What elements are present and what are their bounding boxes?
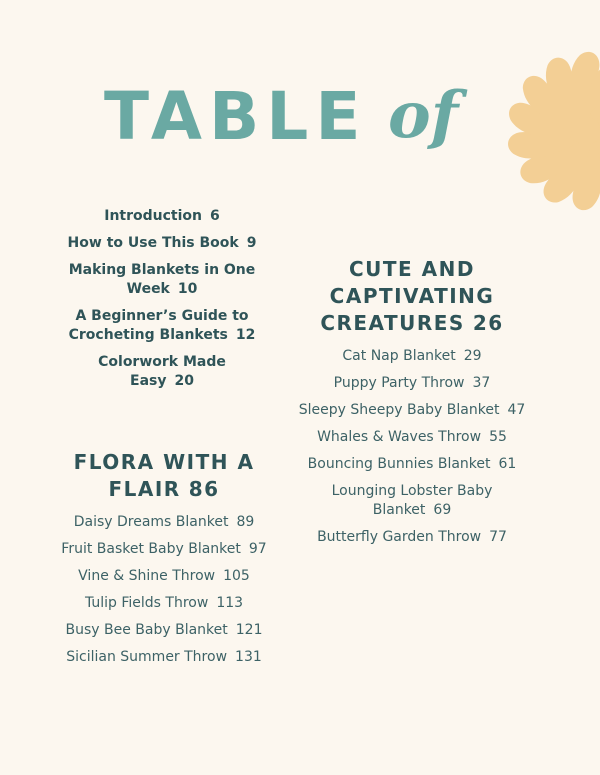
intro-list <box>64 207 260 399</box>
creatures-list <box>296 347 528 555</box>
toc-entry[interactable]: How to Use This Book 9 <box>67 235 257 251</box>
toc-entry[interactable]: Busy Bee Baby Blanket 121 <box>65 622 263 638</box>
toc-entry[interactable]: Vine & Shine Throw 105 <box>78 568 250 584</box>
toc-entry[interactable]: Sicilian Summer Throw 131 <box>66 649 262 665</box>
toc-entry[interactable]: Cat Nap Blanket 29 <box>342 348 482 364</box>
flora-list <box>40 513 288 675</box>
toc-entry[interactable]: Fruit Basket Baby Blanket 97 <box>61 541 267 557</box>
toc-entry[interactable]: Sleepy Sheepy Baby Blanket 47 <box>298 402 526 418</box>
toc-entry[interactable]: Colorwork Made Easy 20 <box>98 354 226 389</box>
toc-entry[interactable]: Tulip Fields Throw 113 <box>84 595 244 611</box>
toc-entry[interactable]: Lounging Lobster Baby Blanket 69 <box>331 483 493 518</box>
toc-entry[interactable]: Making Blankets in One Week 10 <box>68 262 256 297</box>
toc-entry[interactable]: A Beginner’s Guide to Crocheting Blankets 12 <box>68 308 256 343</box>
section-heading-flora[interactable]: FLORA WITH A FLAIR 86 <box>73 450 255 501</box>
page-title-script: of <box>388 78 459 153</box>
sun-flower-icon <box>500 36 600 226</box>
toc-entry[interactable]: Butterfly Garden Throw 77 <box>317 529 507 545</box>
toc-entry[interactable]: Introduction 6 <box>104 208 220 224</box>
section-heading-creatures[interactable]: CUTE AND CAPTIVATING CREATURES 26 <box>320 257 504 335</box>
toc-entry[interactable]: Puppy Party Throw 37 <box>333 375 491 391</box>
page-title: TABLE <box>104 78 368 155</box>
toc-entry[interactable]: Whales & Waves Throw 55 <box>317 429 507 445</box>
toc-entry[interactable]: Daisy Dreams Blanket 89 <box>73 514 255 530</box>
toc-entry[interactable]: Bouncing Bunnies Blanket 61 <box>307 456 517 472</box>
